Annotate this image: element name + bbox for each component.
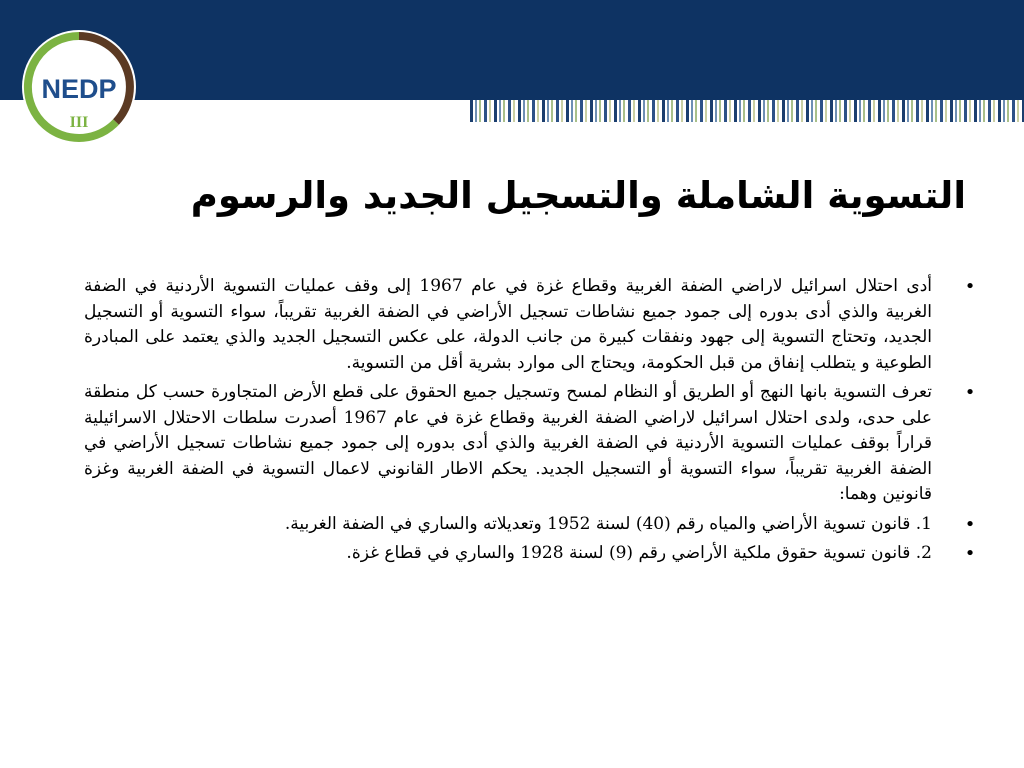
- bullet-text: 1. قانون تسوية الأراضي والمياه رقم (40) لسنة 1952 وتعديلاته والساري في الضفة الغربية.: [284, 513, 932, 534]
- decorative-stripe-bar: [470, 100, 1024, 122]
- bullet-marker: •: [964, 513, 976, 535]
- bullet-marker: •: [964, 382, 976, 403]
- logo-graphic: [20, 28, 138, 146]
- bullet-text: تعرف التسوية بانها النهج أو الطريق أو النظام لمسح وتسجيل جميع الحقوق على قطع الأرض المتجاورة حسب كل منطقة على حدى، ولدى احتلال اسرائيل لاراضي الضفة الغربية وقطاع غزة في عام 1967 أصدرت سلطات الاحتلال الاسرائيلية قراراً بوقف عمليات التسوية الأردنية في الضفة الغربية والذي أدى بدوره إلى جمود جميع نشاطات تسجيل الأراضي في الضفة الغربية تقريباً، سواء التسوية أو التسجيل الجديد. يحكم الاطار القانوني لاعمال التسوية في الضفة الغربية وغزة قانونين وهما:: [84, 382, 932, 504]
- header-band: [0, 0, 1024, 100]
- logo-subtext: III: [69, 114, 89, 131]
- bullet-text: 2. قانون تسوية حقوق ملكية الأراضي رقم (9) لسنة 1928 والساري في قطاع غزة.: [346, 543, 932, 563]
- bullet-item: [84, 541, 984, 567]
- bullet-text: أدى احتلال اسرائيل لاراضي الضفة الغربية وقطاع غزة في عام 1967 إلى وقف عمليات التسوية الأردنية في الضفة الغربية والذي أدى بدوره إلى جمود جميع نشاطات تسجيل الأراضي في الضفة الغربية تقريباً، سواء التسوية أو التسجيل الجديد، وتحتاج التسوية إلى جهود ونفقات كبيرة من جانب الدولة، على عكس التسجيل الجديد والذي يعتمد على المبادرة الطوعية و يتطلب إنفاق من قبل الحكومة، ويحتاج الى موارد بشرية أقل من التسوية.: [84, 276, 932, 373]
- bullet-marker: •: [964, 543, 976, 564]
- bullet-list: [84, 274, 984, 571]
- nedp-logo: [20, 28, 138, 146]
- slide-title: التسوية الشاملة والتسجيل الجديد والرسوم: [190, 174, 966, 217]
- bullet-item: [84, 274, 984, 376]
- bullet-item: [84, 380, 984, 508]
- bullet-item: [84, 512, 984, 538]
- logo-text: NEDP: [41, 74, 117, 104]
- bullet-marker: •: [964, 276, 976, 297]
